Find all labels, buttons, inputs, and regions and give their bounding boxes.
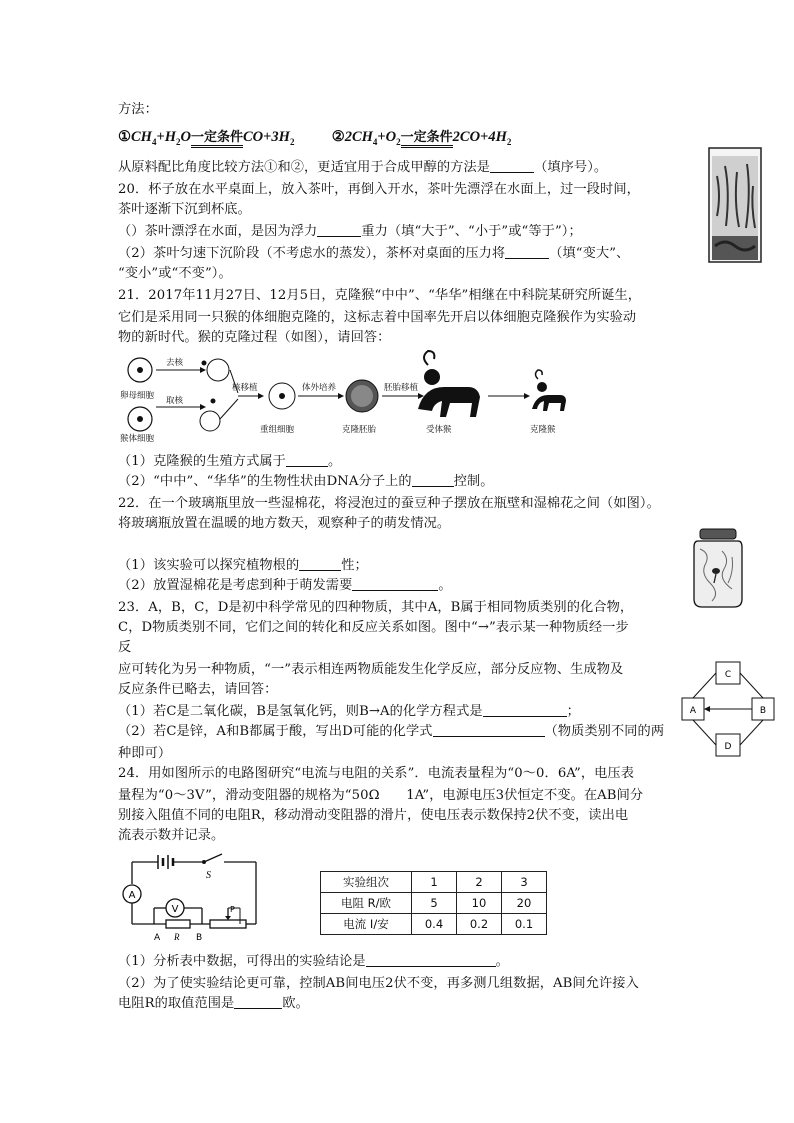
answer-blank[interactable] bbox=[234, 994, 282, 1009]
equations-line bbox=[118, 126, 511, 147]
recombined-cell-label: 重组细胞 bbox=[260, 425, 295, 435]
take-nucleus-label: 取核 bbox=[166, 396, 184, 406]
tea-cup-figure bbox=[707, 146, 763, 264]
node-d: D bbox=[724, 742, 732, 752]
q24-part1: （1）分析表中数据，可得出的实验结论是 。 bbox=[118, 954, 509, 969]
table-cell: 10 bbox=[457, 893, 502, 914]
table-cell: 实验组次 bbox=[321, 872, 412, 893]
rheostat-icon bbox=[210, 920, 246, 928]
q21-line3: 物的新时代。猴的克隆过程（如图），请回答： bbox=[118, 330, 391, 345]
answer-blank[interactable] bbox=[412, 472, 454, 487]
table-cell: 3 bbox=[502, 872, 547, 893]
q23-line2: C，D物质类别不同，它们之间的转化和反应关系如图。图中“→”表示某一种物质经一步 bbox=[118, 620, 629, 635]
table-cell: 5 bbox=[412, 893, 457, 914]
q22-line1: 22．在一个玻璃瓶里放一些湿棉花，将浸泡过的蚕豆种子摆放在瓶壁和湿棉花之间（如图）。 bbox=[118, 496, 660, 511]
answer-blank[interactable] bbox=[490, 158, 534, 173]
slider-label: P bbox=[230, 905, 235, 914]
glass-jar-figure bbox=[692, 527, 744, 609]
table-cell: 0.4 bbox=[412, 914, 457, 935]
embryo-transfer-label: 胚胎移植 bbox=[384, 383, 419, 393]
q23-line4: 应可转化为另一种物质，“一”表示相连两物质能发生化学反应，部分反应物、生成物及 bbox=[118, 662, 624, 677]
answer-blank[interactable] bbox=[317, 222, 361, 237]
q21-part2: （2）“中中”、“华华”的生物性状由DNA分子上的 控制。 bbox=[118, 474, 494, 489]
table-cell: 电流 I/安 bbox=[321, 914, 412, 935]
q22-part2: （2）放置湿棉花是考虑到种于萌发需要 。 bbox=[118, 578, 452, 593]
eq1: $①CH_4+H_2O$一定条件$CO+3H_2$ bbox=[118, 129, 295, 147]
resistor-label: R bbox=[174, 932, 180, 942]
in-vitro-culture-label: 体外培养 bbox=[302, 383, 337, 393]
q24-line2: 量程为“0～3V”，滑动变阻器的规格为“50Ω 1A”，电源电压3伏恒定不变。在AB间分 bbox=[118, 788, 644, 803]
q23-line3: 反 bbox=[118, 640, 132, 655]
q20-part1: （）茶叶漂浮在水面，是因为浮力 重力（填“大于”、“小于”或“等于”）； bbox=[118, 224, 582, 239]
clone-monkey-label: 克隆猴 bbox=[530, 425, 556, 435]
point-a-label: A bbox=[154, 933, 161, 942]
table-row bbox=[321, 872, 547, 893]
q24-line4: 流表示数并记录。 bbox=[118, 828, 225, 843]
point-b-label: B bbox=[196, 933, 203, 942]
q20-line1: 20．杯子放在水平桌面上，放入茶叶，再倒入开水，茶叶先漂浮在水面上，过一段时间， bbox=[118, 182, 640, 197]
clone-embryo-label: 克隆胚胎 bbox=[342, 425, 377, 435]
resistor-icon bbox=[166, 920, 190, 928]
nuclear-transfer-label: 核移植 bbox=[232, 383, 258, 393]
q24-part2: （2）为了使实验结论更可靠，控制AB间电压2伏不变，再多测几组数据，AB间允许接入 bbox=[118, 976, 639, 991]
method-label: 方法： bbox=[118, 102, 158, 117]
table-row bbox=[321, 893, 547, 914]
q20-part2: （2）茶叶匀速下沉阶段（不考虑水的蒸发），茶杯对桌面的压力将 （填“变大”、 bbox=[118, 246, 630, 261]
eq2: $②2CH_4+O_2$一定条件$2CO+4H_2$ bbox=[331, 129, 512, 147]
recipient-monkey-label: 受体猴 bbox=[426, 425, 452, 435]
q21-part1: （1）克隆猴的生殖方式属于 。 bbox=[118, 454, 342, 469]
q24-line1: 24．用如图所示的电路图研究“电流与电阻的关系”．电流表量程为“0～0．6A”，电压表 bbox=[118, 766, 634, 781]
body-cell-label: 猴体细胞 bbox=[120, 434, 155, 444]
q24-line3: 别接入阻值不同的电阻R，移动滑动变阻器的滑片，使电压表示数保持2伏不变，读出电 bbox=[118, 808, 629, 823]
q22-part1: （1）该实验可以探究植物根的 性； bbox=[118, 558, 368, 573]
node-c: C bbox=[724, 670, 732, 680]
q23-part2: （2）若C是锌，A和B都属于酸，写出D可能的化学式 （物质类别不同的两 bbox=[118, 724, 665, 739]
answer-blank[interactable] bbox=[483, 702, 567, 717]
table-cell: 0.2 bbox=[457, 914, 502, 935]
node-b: B bbox=[759, 706, 767, 716]
voltmeter-label: V bbox=[171, 904, 179, 915]
answer-blank[interactable] bbox=[505, 244, 549, 259]
q22-line2: 将玻璃瓶放置在温暖的地方数天，观察种子的萌发情况。 bbox=[118, 516, 451, 531]
ammeter-label: A bbox=[128, 890, 136, 901]
q20-part2-cont: “变小”或“不变”）。 bbox=[118, 266, 232, 281]
table-row bbox=[321, 914, 547, 935]
remove-nucleus-label: 去核 bbox=[166, 358, 184, 368]
answer-blank[interactable] bbox=[286, 452, 328, 467]
q19-tail: 从原料配比角度比较方法①和②，更适宜用于合成甲醇的方法是 （填序号）。 bbox=[118, 160, 608, 175]
answer-blank[interactable] bbox=[433, 722, 545, 737]
q21-line1: 21．2017年11月27日、12月5日，克隆猴“中中”、“华华”相继在中科院某研究所诞生， bbox=[118, 288, 642, 303]
answer-blank[interactable] bbox=[366, 952, 496, 967]
q23-line5: 反应条件已略去，请回答： bbox=[118, 682, 278, 697]
eq2-condition: 一定条件 bbox=[401, 130, 453, 148]
node-a: A bbox=[689, 706, 697, 716]
table-cell: 20 bbox=[502, 893, 547, 914]
egg-cell-label: 卵母细胞 bbox=[120, 391, 155, 401]
q21-line2: 它们是采用同一只猴的体细胞克隆的，这标志着中国率先开启以体细胞克隆猴作为实验动 bbox=[118, 310, 637, 325]
q23-part1: （1）若C是二氧化碳，B是氢氧化钙，则B→A的化学方程式是 ； bbox=[118, 704, 580, 719]
clone-process-diagram bbox=[118, 345, 578, 445]
circuit-diagram bbox=[118, 850, 263, 942]
q20-line2: 茶叶逐渐下沉到杯底。 bbox=[118, 202, 251, 217]
table-cell: 电阻 R/欧 bbox=[321, 893, 412, 914]
eq1-condition: 一定条件 bbox=[191, 130, 243, 148]
table-cell: 1 bbox=[412, 872, 457, 893]
answer-blank[interactable] bbox=[299, 556, 341, 571]
table-cell: 0.1 bbox=[502, 914, 547, 935]
reaction-relationship-diagram bbox=[680, 660, 776, 760]
q24-part2-cont: 电阻R的取值范围是 欧。 bbox=[118, 996, 309, 1011]
answer-blank[interactable] bbox=[352, 576, 438, 591]
switch-label: S bbox=[206, 870, 211, 881]
experiment-data-table bbox=[320, 871, 547, 935]
q23-part2-cont: 种即可） bbox=[118, 746, 172, 761]
q23-line1: 23．A，B，C，D是初中科学常见的四种物质，其中A，B属于相同物质类别的化合物， bbox=[118, 600, 634, 615]
table-cell: 2 bbox=[457, 872, 502, 893]
